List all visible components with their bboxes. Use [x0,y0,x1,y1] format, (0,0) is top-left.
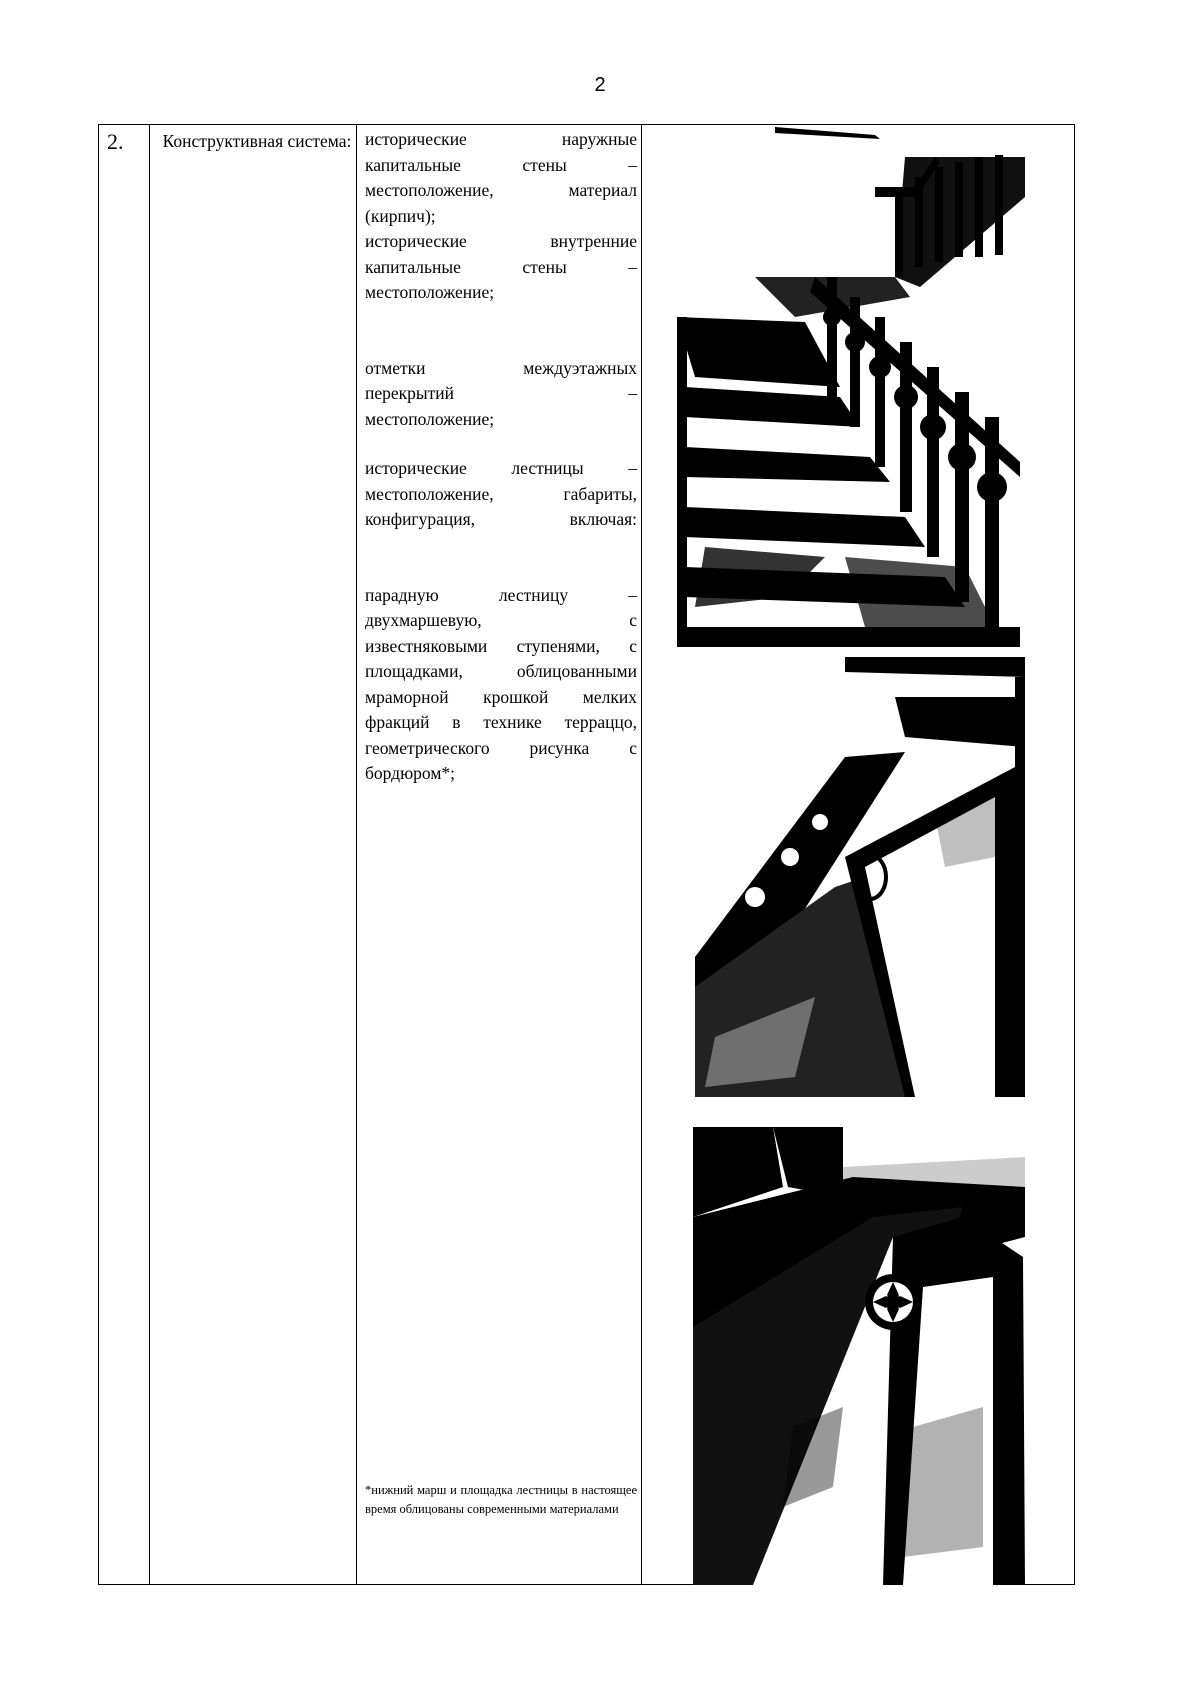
column-divider [641,125,642,1584]
text-line: местоположение; [365,408,495,429]
paragraph-staircases [365,456,637,533]
text-line: мраморной крошкой мелких [365,686,637,707]
text-line: бордюром*; [365,763,456,783]
text-line: исторические лестницы – [365,458,637,478]
text-line: местоположение, габариты, [365,483,637,504]
text-line: (кирпич); [365,205,436,226]
landing-medallion-photo [693,1127,1025,1585]
text-line: перекрытий – [365,383,637,403]
text-line: фракций в технике терраццо, [365,712,637,732]
paragraph-floor-levels [365,356,637,433]
text-line: капитальные стены – [365,256,637,277]
page-number: 2 [594,74,606,96]
text-line: исторические внутренние [365,231,637,251]
protected-features-table [98,124,1075,1585]
feature-description [365,127,637,787]
text-line: двухмаршевую, с [365,610,637,630]
paragraph-outer-walls [365,127,637,229]
text-line: отметки междуэтажных [365,357,637,378]
text-line: местоположение; [365,282,495,302]
paragraph-inner-walls [365,229,637,306]
feature-name: Конструктивная система: [162,131,352,151]
text-line: конфигурация, включая: [365,509,637,529]
text-line: геометрического рисунка с [365,737,637,758]
text-line: площадками, облицованными [365,661,637,681]
row-number: 2. [107,129,124,154]
text-line: местоположение, материал [365,180,637,200]
text-line: парадную лестницу – [365,584,637,605]
staircase-railing-photo [665,127,1065,647]
column-divider [149,125,150,1584]
column-divider [356,125,357,1584]
footnote: *нижний марш и площадка лестницы в настоящее время облицованы современными материалами [365,1483,637,1516]
text-line: исторические наружные [365,129,637,149]
text-line: капитальные стены – [365,154,637,175]
text-line: известняковыми ступенями, с [365,635,637,656]
landing-terrazzo-photo [695,657,1025,1097]
paragraph-main-staircase [365,583,637,787]
